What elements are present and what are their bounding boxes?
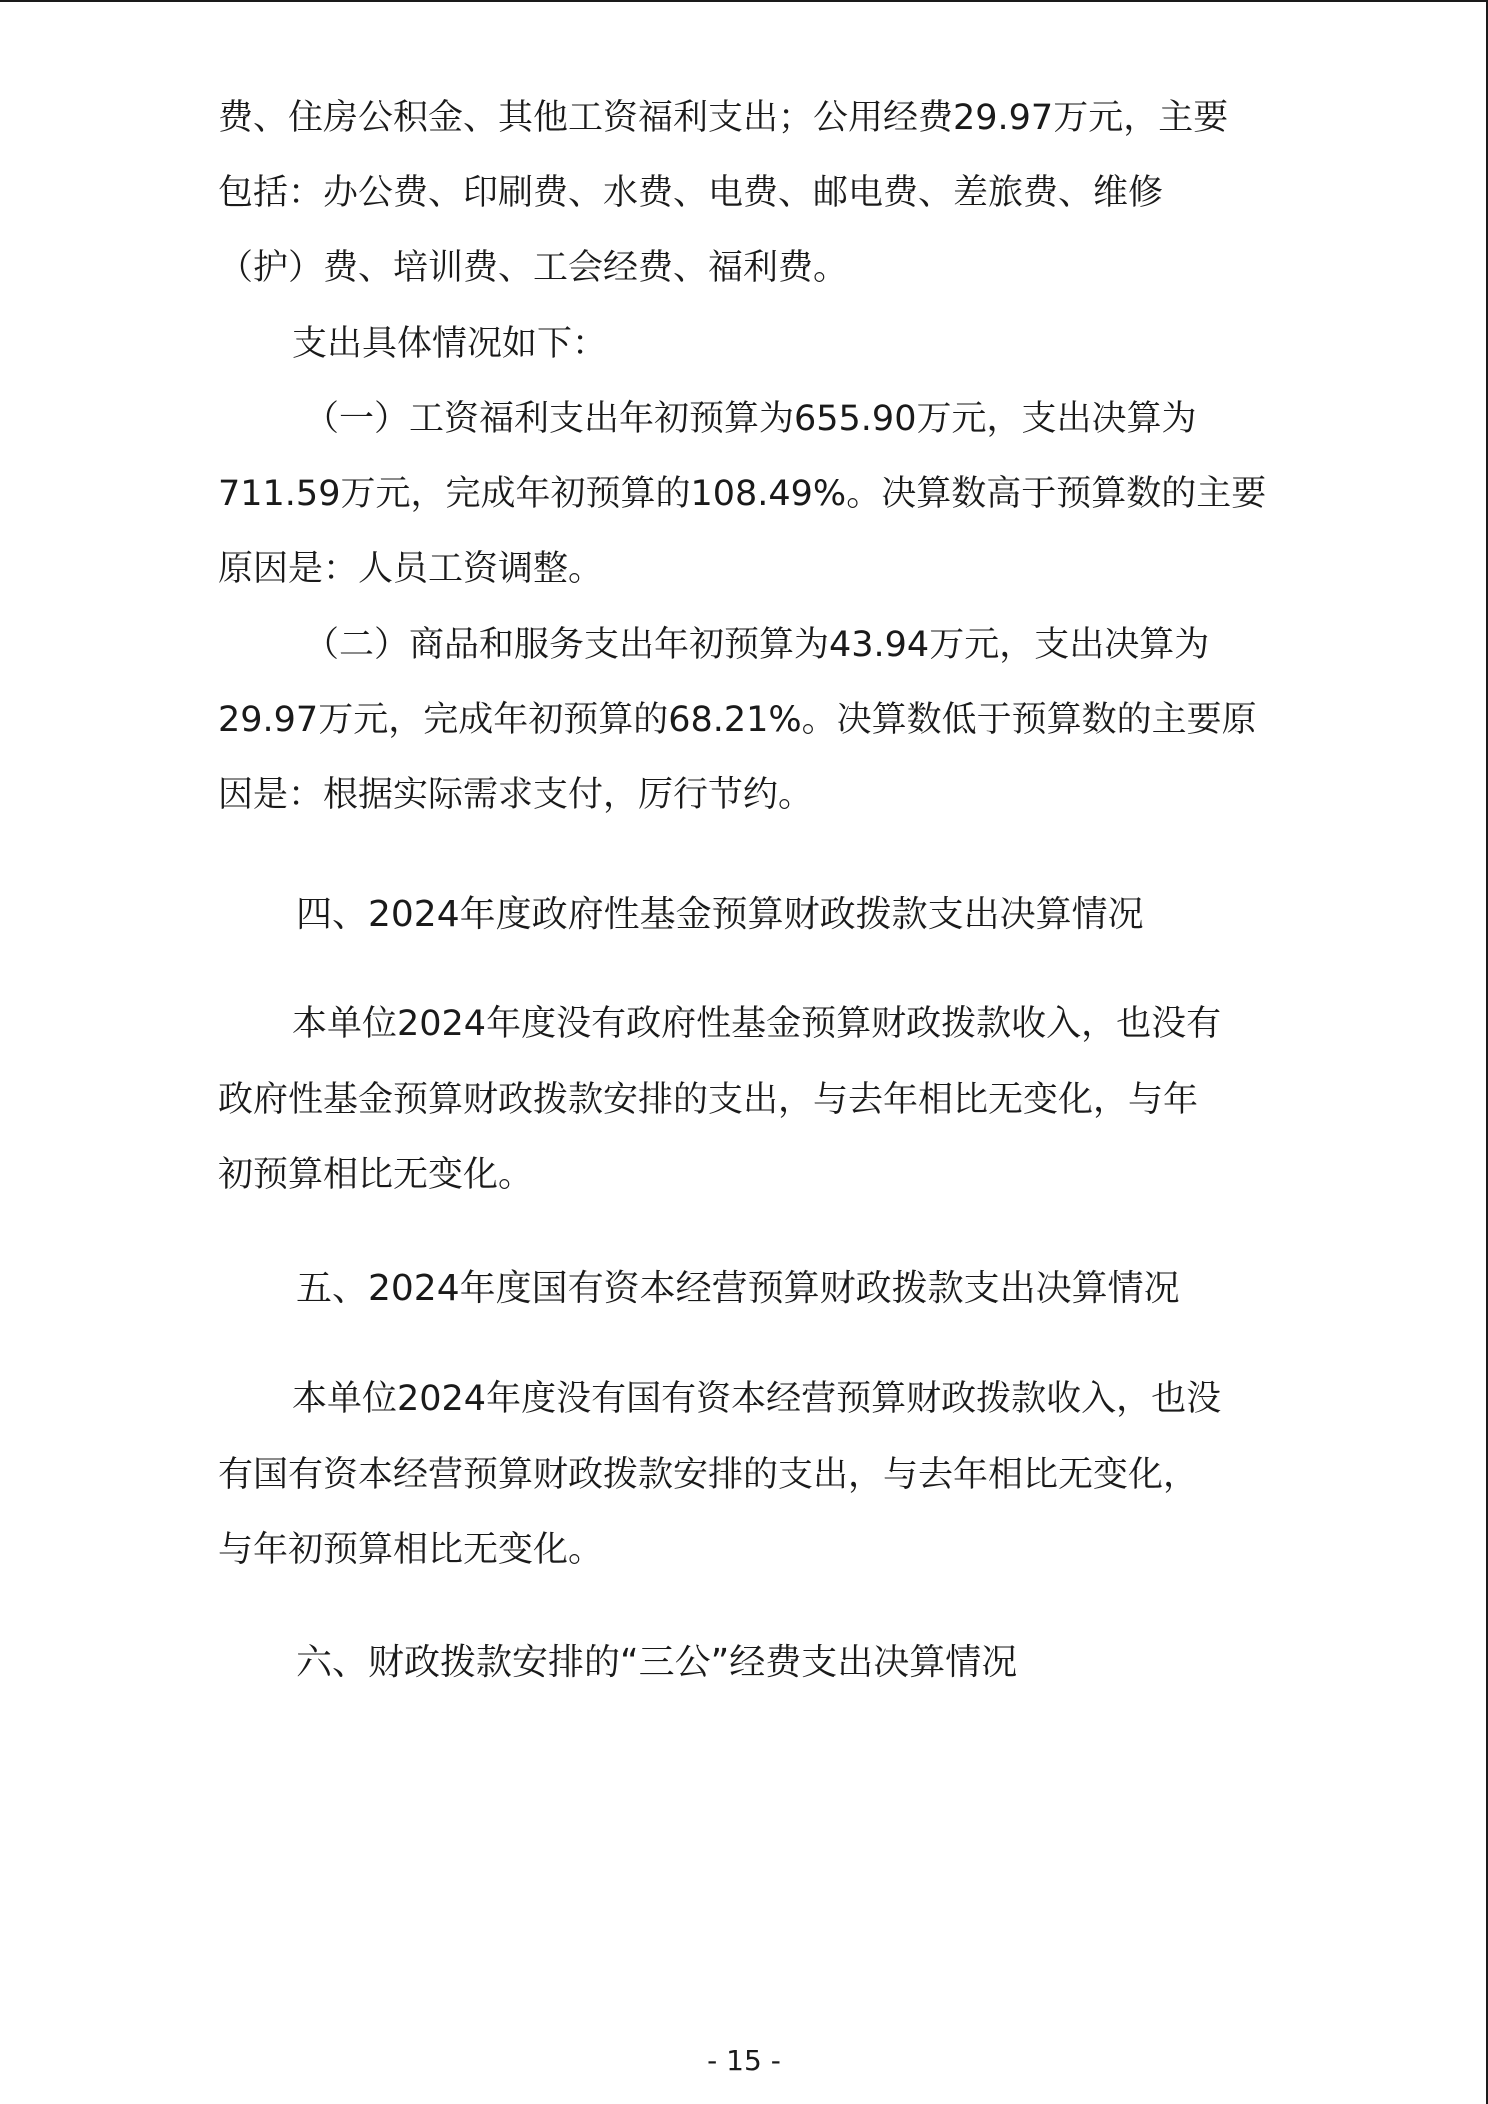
paragraph-line: 包括：办公费、印刷费、水费、电费、邮电费、差旅费、维修 [218, 173, 1164, 213]
paragraph-line: 支出具体情况如下： [292, 324, 608, 364]
paragraph-line: 与年初预算相比无变化。 [218, 1530, 604, 1570]
paragraph-line: 29.97万元，完成年初预算的68.21%。决算数低于预算数的主要原 [218, 700, 1257, 740]
paragraph-line: 原因是：人员工资调整。 [218, 549, 604, 589]
section-heading-6: 六、财政拨款安排的“三公”经费支出决算情况 [296, 1642, 1018, 1683]
paragraph-line: 本单位2024年度没有国有资本经营预算财政拨款收入，也没 [292, 1379, 1222, 1419]
page-number: - 15 - [707, 2044, 781, 2077]
paragraph-line: 初预算相比无变化。 [218, 1155, 534, 1195]
paragraph-line: （护）费、培训费、工会经费、福利费。 [218, 248, 849, 288]
top-border-line [0, 0, 1488, 2]
paragraph-line: 费、住房公积金、其他工资福利支出；公用经费29.97万元，主要 [218, 98, 1229, 138]
paragraph-line: （二）商品和服务支出年初预算为43.94万元，支出决算为 [304, 625, 1210, 665]
section-heading-4: 四、2024年度政府性基金预算财政拨款支出决算情况 [296, 894, 1144, 935]
paragraph-line: 政府性基金预算财政拨款安排的支出，与去年相比无变化，与年 [218, 1080, 1199, 1120]
paragraph-line: （一）工资福利支出年初预算为655.90万元，支出决算为 [304, 399, 1197, 439]
paragraph-line: 有国有资本经营预算财政拨款安排的支出，与去年相比无变化， [218, 1455, 1199, 1495]
paragraph-line: 711.59万元，完成年初预算的108.49%。决算数高于预算数的主要 [218, 474, 1267, 514]
section-heading-5: 五、2024年度国有资本经营预算财政拨款支出决算情况 [296, 1268, 1180, 1309]
paragraph-line: 本单位2024年度没有政府性基金预算财政拨款收入，也没有 [292, 1004, 1222, 1044]
paragraph-line: 因是：根据实际需求支付，厉行节约。 [218, 775, 814, 815]
